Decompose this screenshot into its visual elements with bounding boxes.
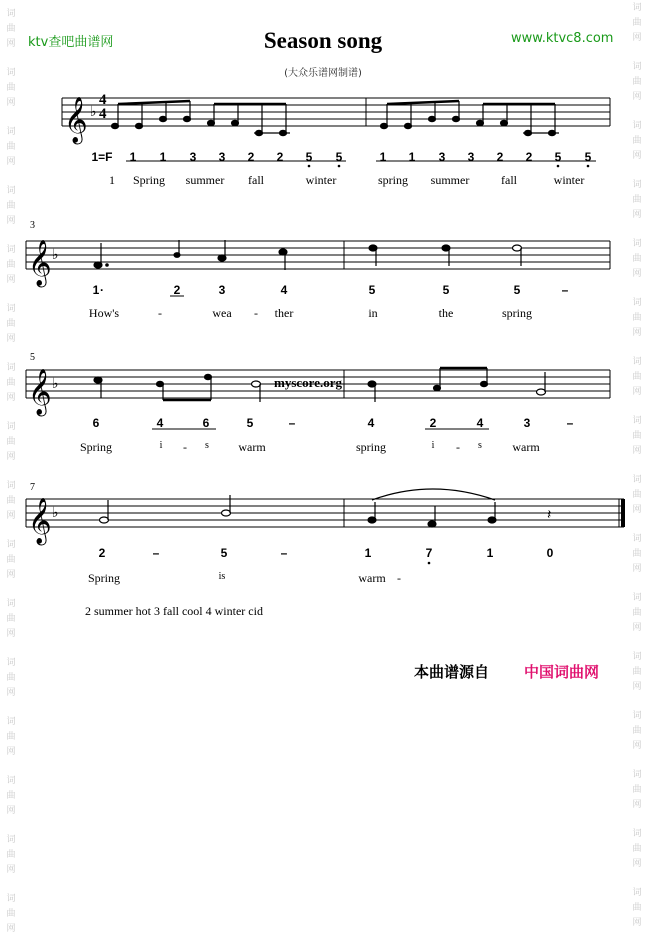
side-watermark-char: 曲 (6, 24, 16, 34)
lyric-word: s (205, 440, 209, 451)
lyric-word: summer (430, 173, 470, 187)
jianpu-note: 5 (513, 283, 521, 297)
time-sig-bottom: 4 (99, 106, 107, 122)
side-watermark-char: 词 (6, 186, 16, 196)
lyric-hyphen: - (158, 306, 162, 320)
jianpu-note: 3 (189, 150, 197, 164)
key-flat-icon: ♭ (52, 505, 59, 521)
side-watermark-char: 曲 (632, 431, 642, 441)
lyric-word: warm (358, 571, 386, 585)
jianpu-note: 1 (379, 150, 387, 164)
lyric-word: 1 (109, 173, 115, 187)
jianpu-note: 5 (368, 283, 376, 297)
jianpu-note: 5 (246, 416, 254, 430)
lyric-word: Spring (87, 571, 120, 585)
side-watermark-char: 词 (6, 304, 16, 314)
lyric-word: winter (305, 173, 337, 187)
side-watermark-char: 词 (6, 363, 16, 373)
side-watermark-char: 曲 (6, 437, 16, 447)
lyric-word: Spring (132, 173, 165, 187)
song-subtitle: (大众乐谱网制谱) (284, 68, 362, 79)
jianpu-note: 7 (425, 546, 433, 560)
side-watermark-char: 曲 (6, 142, 16, 152)
side-watermark-char: 曲 (632, 372, 642, 382)
side-watermark-char: 曲 (632, 667, 642, 677)
side-watermark-char: 网 (632, 33, 642, 43)
jianpu-note: 5 (305, 150, 313, 164)
jianpu-note: 6 (92, 416, 100, 430)
lyric-word: winter (553, 173, 585, 187)
side-watermark-char: 网 (632, 92, 642, 102)
jianpu-note: 2 (429, 416, 437, 430)
side-watermark-char: 网 (6, 393, 16, 403)
staff-system-4 (26, 499, 624, 527)
jianpu-dot: · (100, 283, 104, 297)
side-watermark-char: 曲 (6, 496, 16, 506)
side-watermark-char: 网 (632, 623, 642, 633)
side-watermark-char: 曲 (632, 549, 642, 559)
side-watermark-char: 词 (6, 776, 16, 786)
side-watermark-char: 网 (632, 800, 642, 810)
side-watermark-char: 曲 (6, 83, 16, 93)
side-watermark-char: 网 (632, 269, 642, 279)
lyric-word: fall (501, 173, 517, 187)
jianpu-note: 5 (584, 150, 592, 164)
song-title: Season song (263, 28, 383, 53)
lyric-word: warm (238, 440, 266, 454)
side-watermark-char: 词 (632, 416, 642, 426)
jianpu-note: 2 (496, 150, 504, 164)
side-watermark-char: 词 (632, 357, 642, 367)
jianpu-note: 2 (276, 150, 284, 164)
jianpu-dash: – (566, 416, 574, 430)
side-watermark-char: 曲 (632, 785, 642, 795)
side-watermark-char: 曲 (6, 555, 16, 565)
side-watermark-char: 词 (632, 534, 642, 544)
time-signature (99, 93, 107, 121)
measure-number: 7 (30, 482, 35, 493)
additional-verses: 2 summer hot 3 fall cool 4 winter cid (85, 604, 263, 618)
side-watermark-char: 网 (632, 446, 642, 456)
lyric-word: fall (248, 173, 264, 187)
jianpu-note: 5 (220, 546, 228, 560)
side-watermark-char: 曲 (6, 260, 16, 270)
jianpu-note: 1 (408, 150, 416, 164)
side-watermark-char: 词 (632, 62, 642, 72)
side-watermark-char: 词 (632, 593, 642, 603)
jianpu-note: 2 (98, 546, 106, 560)
lyric-hyphen: - (397, 571, 401, 585)
jianpu-note: 5 (442, 283, 450, 297)
lyric-hyphen: - (456, 440, 460, 454)
jianpu-note: 4 (476, 416, 484, 430)
lyric-word: is (218, 571, 226, 582)
jianpu-dash: – (152, 546, 160, 560)
final-barline (621, 499, 625, 527)
side-watermark-char: 网 (6, 216, 16, 226)
side-watermark-char: 网 (6, 98, 16, 108)
side-watermark-char: 网 (6, 688, 16, 698)
jianpu-note: 2 (247, 150, 255, 164)
side-watermark-char: 词 (6, 599, 16, 609)
side-watermark-char: 网 (6, 570, 16, 580)
jianpu-note: 4 (156, 416, 164, 430)
side-watermark-char: 词 (6, 481, 16, 491)
treble-clef-icon: 𝄞 (28, 498, 52, 544)
side-watermark-char: 曲 (632, 608, 642, 618)
side-watermark-char: 曲 (632, 490, 642, 500)
side-watermark-char: 词 (632, 3, 642, 13)
side-watermark-char: 词 (632, 888, 642, 898)
side-watermark-char: 词 (632, 121, 642, 131)
site-link-right[interactable]: www.ktvc8.com (511, 31, 614, 46)
side-watermark-char: 网 (6, 747, 16, 757)
side-watermark-char: 词 (632, 711, 642, 721)
side-watermark-char: 词 (6, 422, 16, 432)
side-watermark-char: 词 (632, 298, 642, 308)
side-watermark-char: 曲 (632, 254, 642, 264)
slur (372, 489, 495, 500)
notes-system-4 (100, 489, 497, 527)
side-watermark-char: 曲 (632, 726, 642, 736)
jianpu-note: 3 (523, 416, 531, 430)
side-watermark-char: 网 (632, 387, 642, 397)
side-watermark-char: 曲 (632, 18, 642, 28)
side-watermark-char: 网 (632, 859, 642, 869)
side-watermark-char: 曲 (6, 614, 16, 624)
treble-clef-icon: 𝄞 (28, 240, 52, 286)
source-label: 本曲谱源自 (414, 663, 490, 681)
lyric-word: in (368, 306, 378, 320)
jianpu-dash: – (280, 546, 288, 560)
jianpu-note: 1 (129, 150, 137, 164)
side-watermark-char: 网 (6, 452, 16, 462)
jianpu-note: 5 (335, 150, 343, 164)
lyric-word: spring (502, 306, 532, 320)
side-watermark-char: 词 (632, 829, 642, 839)
side-watermark-char: 网 (632, 918, 642, 928)
side-watermark-char: 曲 (632, 195, 642, 205)
jianpu-note: 4 (367, 416, 375, 430)
lyric-word: warm (512, 440, 540, 454)
lyric-hyphen: - (183, 440, 187, 454)
lyric-word: i (431, 440, 435, 451)
jianpu-note: 6 (202, 416, 210, 430)
side-watermark-char: 曲 (632, 77, 642, 87)
side-watermark-char: 曲 (6, 319, 16, 329)
quarter-rest-icon: 𝄽 (547, 507, 552, 523)
jianpu-octave-dots (308, 165, 590, 565)
side-watermark-char: 词 (632, 475, 642, 485)
staff-system-2 (26, 241, 610, 269)
time-sig-top: 4 (99, 92, 107, 108)
side-watermark-char: 网 (632, 151, 642, 161)
lyric-word: spring (356, 440, 386, 454)
side-watermark-char: 网 (6, 924, 16, 934)
side-watermark-char: 网 (632, 210, 642, 220)
side-watermark-char: 词 (6, 127, 16, 137)
measure-number: 3 (30, 220, 35, 231)
source-site-link[interactable]: 中国词曲网 (524, 663, 600, 681)
jianpu-dash: – (288, 416, 296, 430)
side-watermark-char: 词 (6, 540, 16, 550)
lyric-word: spring (378, 173, 408, 187)
lyric-word: i (159, 440, 163, 451)
score-watermark: myscore.org (274, 375, 342, 390)
jianpu-note: 1 (364, 546, 372, 560)
key-flat-icon: ♭ (52, 247, 59, 263)
side-watermark-char: 词 (6, 894, 16, 904)
side-watermark-char: 网 (6, 39, 16, 49)
jianpu-note: 1 (159, 150, 167, 164)
side-watermark-char: 网 (632, 564, 642, 574)
side-watermark-char: 词 (6, 717, 16, 727)
side-watermark-char: 网 (6, 511, 16, 521)
side-watermark-char: 曲 (6, 791, 16, 801)
side-watermark-char: 曲 (6, 673, 16, 683)
side-watermark-char: 网 (6, 157, 16, 167)
treble-clef-icon: 𝄞 (64, 97, 88, 143)
jianpu-note: 4 (280, 283, 288, 297)
side-watermark-char: 网 (6, 806, 16, 816)
key-signature-label: 1=F (91, 150, 113, 164)
jianpu-note: 2 (173, 283, 181, 297)
lyric-word: ther (274, 306, 294, 320)
lyric-word: How's (88, 306, 120, 320)
jianpu-note: 3 (438, 150, 446, 164)
side-watermark-char: 曲 (632, 844, 642, 854)
side-watermark-char: 曲 (632, 313, 642, 323)
site-link-left[interactable]: ktv查吧曲谱网 (28, 35, 114, 50)
jianpu-note: 2 (525, 150, 533, 164)
side-watermark-char: 曲 (6, 201, 16, 211)
lyric-word: the (438, 306, 454, 320)
side-watermark-char: 网 (632, 505, 642, 515)
side-watermark-char: 网 (6, 865, 16, 875)
lyric-word: s (478, 440, 482, 451)
notes-system-1 (112, 101, 560, 136)
measure-number: 5 (30, 352, 35, 363)
jianpu-note: 3 (467, 150, 475, 164)
side-watermark-char: 曲 (6, 909, 16, 919)
lyric-word: summer (185, 173, 225, 187)
side-watermark-char: 曲 (6, 732, 16, 742)
side-watermark-char: 曲 (6, 378, 16, 388)
jianpu-rest: 0 (546, 546, 554, 560)
jianpu-note: 5 (554, 150, 562, 164)
side-watermark-char: 网 (632, 328, 642, 338)
side-watermark-char: 网 (6, 629, 16, 639)
side-watermark-char: 词 (6, 68, 16, 78)
jianpu-note: 1 (486, 546, 494, 560)
side-watermark-char: 词 (632, 239, 642, 249)
jianpu-note: 1 (92, 283, 100, 297)
side-watermark-char: 词 (632, 652, 642, 662)
lyric-word: wea (212, 306, 232, 320)
lyric-word: Spring (79, 440, 112, 454)
side-watermark-char: 词 (6, 245, 16, 255)
side-watermark-char: 词 (6, 658, 16, 668)
jianpu-dash: – (561, 283, 569, 297)
side-watermark-char: 词 (632, 180, 642, 190)
jianpu-note: 3 (218, 150, 226, 164)
side-watermark-char: 词 (6, 9, 16, 19)
side-watermark-char: 网 (632, 741, 642, 751)
key-flat-icon: ♭ (90, 104, 97, 120)
side-watermark-char: 曲 (632, 903, 642, 913)
jianpu-note: 3 (218, 283, 226, 297)
lyric-hyphen: - (254, 306, 258, 320)
side-watermark-char: 网 (6, 275, 16, 285)
side-watermark-char: 网 (632, 682, 642, 692)
side-watermark-char: 曲 (6, 850, 16, 860)
side-watermark-char: 词 (632, 770, 642, 780)
treble-clef-icon: 𝄞 (28, 369, 52, 415)
side-watermark-char: 词 (6, 835, 16, 845)
side-watermark-char: 曲 (632, 136, 642, 146)
key-flat-icon: ♭ (52, 376, 59, 392)
side-watermark-char: 网 (6, 334, 16, 344)
